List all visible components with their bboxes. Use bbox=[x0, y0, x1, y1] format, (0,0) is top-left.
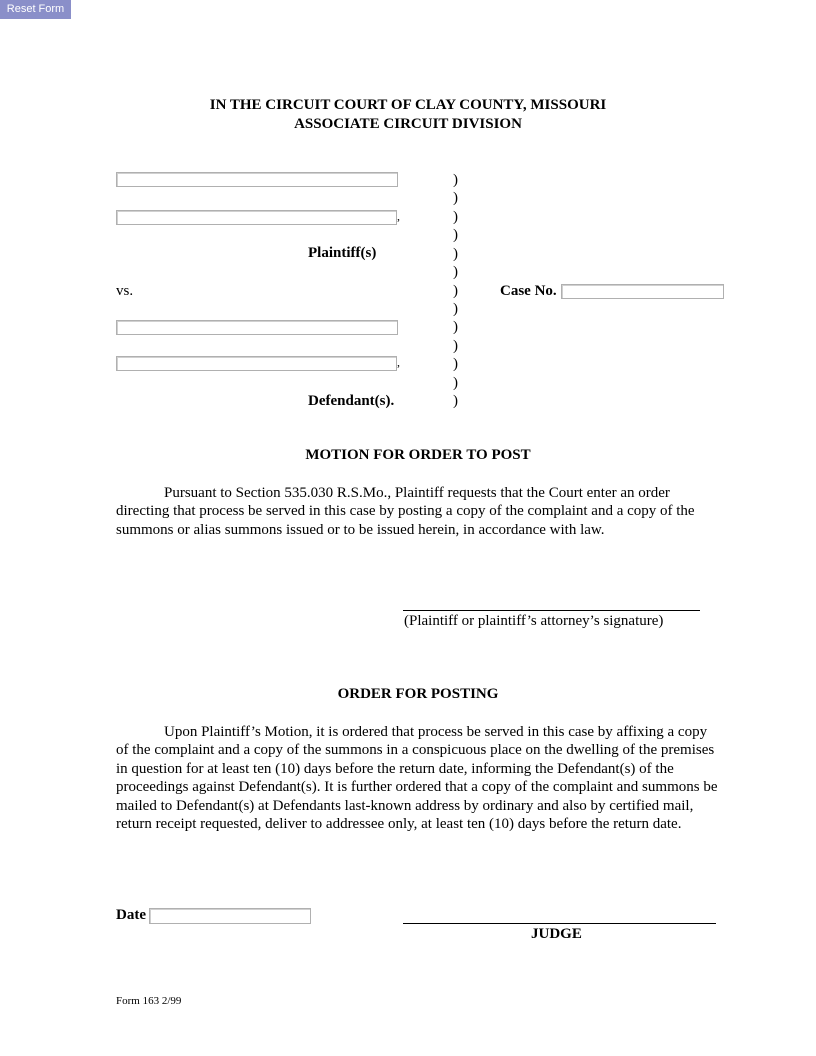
court-title: IN THE CIRCUIT COURT OF CLAY COUNTY, MISSOURI bbox=[209, 97, 607, 113]
defendant-name-field-1[interactable] bbox=[116, 320, 398, 335]
caption-paren: ) bbox=[453, 209, 458, 225]
date-field[interactable] bbox=[149, 908, 311, 924]
caption-paren: ) bbox=[453, 283, 458, 299]
motion-title: MOTION FOR ORDER TO POST bbox=[305, 447, 531, 463]
plaintiff-name-field-2[interactable] bbox=[116, 210, 397, 225]
caption-paren: ) bbox=[453, 393, 458, 409]
case-no-field[interactable] bbox=[561, 284, 724, 299]
order-body: Upon Plaintiff’s Motion, it is ordered that process be served in this case by affixing a copy of the complaint and a copy of the summons in a conspicuous place on the dwelling of the premises in question for at least ten (10) days before the return date, informing the Defendant(s) of the proceedings against Defendant(s). It is further ordered that a copy of the complaint and summons be mailed to Defendant(s) at Defendants last-known address by ordinary and also by certified mail, return receipt requested, deliver to addressee only, at least ten (10) days before the return date. bbox=[116, 724, 718, 833]
plaintiff-comma: , bbox=[397, 209, 400, 223]
signature-line bbox=[403, 610, 700, 611]
signature-caption: (Plaintiff or plaintiff’s attorney’s signature) bbox=[404, 613, 664, 629]
defendant-label: Defendant(s). bbox=[308, 393, 395, 409]
caption-paren: ) bbox=[453, 338, 458, 354]
date-label: Date bbox=[116, 907, 146, 923]
caption-paren: ) bbox=[453, 227, 458, 243]
caption-paren: ) bbox=[453, 190, 458, 206]
caption-paren: ) bbox=[453, 319, 458, 335]
reset-form-button[interactable]: Reset Form bbox=[0, 0, 71, 19]
caption-paren: ) bbox=[453, 301, 458, 317]
defendant-comma: , bbox=[397, 355, 400, 369]
motion-body: Pursuant to Section 535.030 R.S.Mo., Plaintiff requests that the Court enter an order directing that process be served in this case by posting a copy of the complaint and a copy of the summons or alias summons issued or to be issued herein, in accordance with law. bbox=[116, 485, 695, 538]
plaintiff-label: Plaintiff(s) bbox=[308, 245, 377, 261]
vs-label: vs. bbox=[116, 283, 134, 299]
caption-paren: ) bbox=[453, 264, 458, 280]
caption-paren: ) bbox=[453, 356, 458, 372]
case-no-label: Case No. bbox=[500, 283, 557, 299]
division-title: ASSOCIATE CIRCUIT DIVISION bbox=[294, 116, 522, 132]
caption-paren: ) bbox=[453, 246, 458, 262]
order-title: ORDER FOR POSTING bbox=[337, 686, 499, 702]
caption-paren: ) bbox=[453, 375, 458, 391]
form-id: Form 163 2/99 bbox=[116, 995, 182, 1007]
plaintiff-name-field-1[interactable] bbox=[116, 172, 398, 187]
judge-signature-line bbox=[403, 923, 716, 924]
defendant-name-field-2[interactable] bbox=[116, 356, 397, 371]
caption-paren: ) bbox=[453, 172, 458, 188]
judge-label: JUDGE bbox=[531, 926, 582, 942]
